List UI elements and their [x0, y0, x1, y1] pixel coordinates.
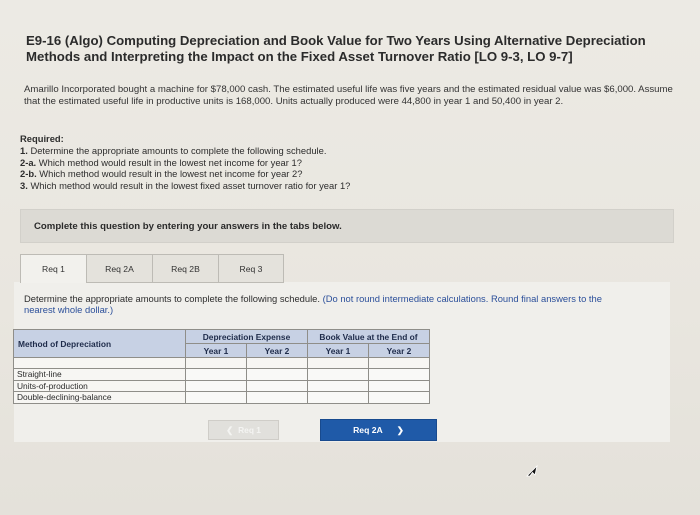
answer-input[interactable]	[308, 393, 368, 402]
table-row	[14, 392, 430, 404]
book-value-input-cell[interactable]	[369, 392, 430, 404]
tab-req-1[interactable]: Req 1	[20, 254, 86, 283]
answer-input[interactable]	[308, 382, 368, 391]
book-value-input-cell[interactable]	[308, 392, 369, 404]
rounding-note: (Do not round intermediate calculations. Round final answers to the nearest whole dollar.)	[24, 293, 602, 316]
method-column-header: Method of Depreciation	[14, 330, 186, 358]
previous-req-button[interactable]: ❮ Req 1	[208, 420, 279, 440]
book-value-header: Book Value at the End of	[308, 330, 430, 344]
answer-input[interactable]	[369, 393, 429, 402]
problem-description: Amarillo Incorporated bought a machine for $78,000 cash. The estimated useful life was five years and the estimated residual value was $6,000. Assume that the estimated useful life in productive units is 168,000. Units actually produced were 44,800 in year 1 and 50,400 in year 2.	[24, 84, 673, 107]
next-req-button[interactable]: Req 2A ❯	[320, 419, 437, 441]
required-item: 1. Determine the appropriate amounts to complete the following schedule.	[20, 144, 327, 156]
expense-input-cell[interactable]	[247, 369, 308, 381]
chevron-right-icon: ❯	[396, 424, 404, 435]
book-value-input-cell[interactable]	[308, 369, 369, 381]
book-value-input-cell[interactable]	[369, 380, 430, 392]
spacer-row	[14, 358, 430, 369]
expense-input-cell[interactable]	[186, 369, 247, 381]
expense-input-cell[interactable]	[186, 358, 247, 369]
subheader-year-1: Year 1	[186, 344, 247, 358]
tab-req-2b[interactable]: Req 2B	[152, 254, 218, 283]
answer-input[interactable]	[369, 370, 429, 379]
instructions-banner	[20, 209, 674, 243]
banner-text: Complete this question by entering your answers in the tabs below.	[34, 221, 342, 232]
answer-input[interactable]	[247, 370, 307, 379]
answer-input[interactable]	[247, 382, 307, 391]
answer-input[interactable]	[247, 358, 307, 368]
table-row	[14, 369, 430, 381]
subheader-year-1: Year 1	[308, 344, 369, 358]
mouse-pointer-icon	[524, 463, 540, 479]
expense-input-cell[interactable]	[186, 380, 247, 392]
expense-input-cell[interactable]	[247, 380, 308, 392]
expense-input-cell[interactable]	[247, 392, 308, 404]
expense-input-cell[interactable]	[247, 358, 308, 369]
table-row	[14, 380, 430, 392]
answer-input[interactable]	[186, 382, 246, 391]
schedule-instruction: Determine the appropriate amounts to complete the following schedule. (Do not round intermediate calculations. Round final answers to the nearest whole dollar.)	[24, 293, 602, 316]
required-list	[20, 133, 660, 192]
chevron-left-icon: ❮	[226, 425, 234, 435]
problem-title: E9-16 (Algo) Computing Depreciation and Book Value for Two Years Using Alternative Depreciation Methods and Interpreting the Impact on the Fixed Asset Turnover Ratio [LO 9-3, LO 9-7]	[26, 33, 646, 64]
answer-input[interactable]	[186, 358, 246, 368]
subheader-year-2: Year 2	[247, 344, 308, 358]
expense-input-cell[interactable]	[186, 392, 247, 404]
required-item: 2-b. Which method would result in the lowest net income for year 2?	[20, 168, 303, 180]
row-label-straight-line: Straight-line	[14, 369, 186, 381]
required-item: 2-a. Which method would result in the lowest net income for year 1?	[20, 156, 302, 168]
book-value-input-cell[interactable]	[369, 358, 430, 369]
row-label-double-declining-balance: Double-declining-balance	[14, 392, 186, 404]
subheader-year-2: Year 2	[369, 344, 430, 358]
answer-input[interactable]	[369, 382, 429, 391]
answer-input[interactable]	[308, 358, 368, 368]
answer-input[interactable]	[186, 393, 246, 402]
required-heading: Required:	[20, 133, 64, 144]
tab-req-3[interactable]: Req 3	[218, 254, 284, 283]
depreciation-schedule-table	[13, 329, 430, 404]
answer-input[interactable]	[247, 393, 307, 402]
row-label-units-of-production: Units-of-production	[14, 380, 186, 392]
depreciation-expense-header: Depreciation Expense	[186, 330, 308, 344]
answer-input[interactable]	[186, 370, 246, 379]
answer-input[interactable]	[369, 358, 429, 368]
required-item: 3. Which method would result in the lowest fixed asset turnover ratio for year 1?	[20, 180, 351, 192]
book-value-input-cell[interactable]	[308, 380, 369, 392]
answer-input[interactable]	[308, 370, 368, 379]
tab-bar	[20, 254, 284, 283]
book-value-input-cell[interactable]	[308, 358, 369, 369]
book-value-input-cell[interactable]	[369, 369, 430, 381]
tab-req-2a[interactable]: Req 2A	[86, 254, 152, 283]
